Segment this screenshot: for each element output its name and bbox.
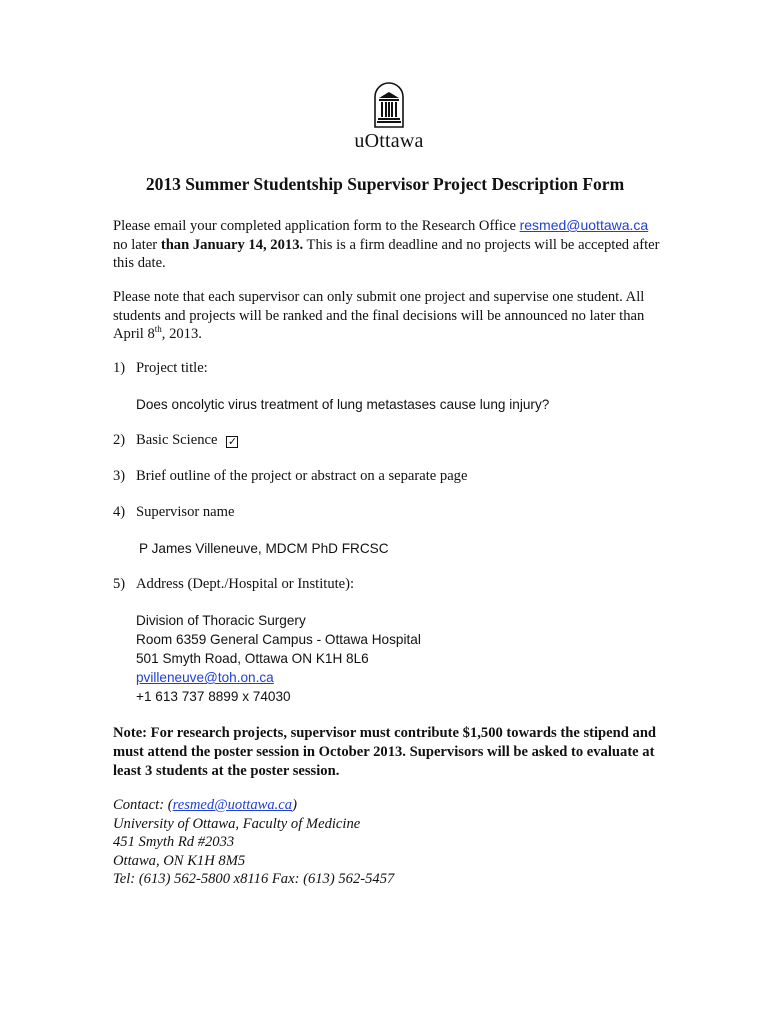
item-number: 3) bbox=[113, 468, 126, 484]
contact-address-line: 451 Smyth Rd #2033 bbox=[113, 834, 235, 851]
basic-science-checkbox[interactable]: ✓ bbox=[227, 436, 238, 448]
item-number: 2) bbox=[113, 432, 126, 448]
page-title: 2013 Summer Studentship Supervisor Project Description Form bbox=[145, 174, 625, 194]
contact-block bbox=[113, 796, 394, 889]
item-number: 4) bbox=[113, 504, 126, 520]
item-outline bbox=[113, 467, 467, 485]
item-basic-science bbox=[113, 431, 238, 449]
address-line: Room 6359 General Campus - Ottawa Hospital bbox=[136, 632, 421, 647]
contact-line bbox=[113, 796, 394, 815]
logo-wordmark: uOttawa bbox=[354, 130, 424, 152]
contact-label: Contact: ( bbox=[113, 797, 173, 813]
contact-phone-line: Tel: (613) 562-5800 x8116 Fax: (613) 562-5457 bbox=[113, 871, 395, 888]
address-line: 501 Smyth Road, Ottawa ON K1H 8L6 bbox=[136, 651, 369, 666]
item-label: Address (Dept./Hospital or Institute): bbox=[136, 576, 355, 592]
deadline-paragraph bbox=[113, 216, 673, 273]
item-label: Project title: bbox=[136, 360, 208, 376]
item-label: Basic Science bbox=[136, 432, 218, 448]
item-project-title bbox=[113, 359, 208, 377]
ranking-paragraph bbox=[113, 288, 673, 344]
deadline-date: than January 14, 2013. bbox=[160, 236, 304, 253]
ordinal-suffix: th bbox=[154, 324, 162, 335]
contact-address-line: University of Ottawa, Faculty of Medicine bbox=[113, 815, 361, 832]
university-logo bbox=[352, 82, 426, 153]
address-answer bbox=[136, 611, 421, 706]
item-supervisor-name bbox=[113, 503, 235, 521]
supervisor-phone: +1 613 737 8899 x 74030 bbox=[136, 689, 291, 704]
item-number: 1) bbox=[113, 360, 126, 376]
item-number: 5) bbox=[113, 576, 126, 592]
contact-email-link[interactable]: resmed@uottawa.ca bbox=[172, 797, 293, 813]
supervisor-email-link[interactable]: pvilleneuve@toh.on.ca bbox=[136, 670, 274, 685]
deadline-text-2: no later bbox=[113, 236, 161, 253]
deadline-text-3: This is a firm deadline and no projects will be accepted after this date. bbox=[113, 236, 660, 271]
contact-label-end: ) bbox=[292, 797, 297, 813]
project-title-answer: Does oncolytic virus treatment of lung metastases cause lung injury? bbox=[136, 397, 550, 412]
contact-address-line: Ottawa, ON K1H 8M5 bbox=[113, 852, 246, 869]
deadline-text: Please email your completed application form to the Research Office bbox=[113, 218, 520, 234]
ranking-text: Please note that each supervisor can only submit one project and supervise one student. All students and projects will be ranked and the final decisions will be announced no later than April 8 bbox=[113, 289, 645, 342]
item-address bbox=[113, 575, 354, 593]
research-office-email-link[interactable]: resmed@uottawa.ca bbox=[519, 217, 649, 233]
ranking-text-2: , 2013. bbox=[161, 326, 202, 342]
supervisor-name-answer: P James Villeneuve, MDCM PhD FRCSC bbox=[139, 541, 389, 556]
funding-note: Note: For research projects, supervisor must contribute $1,500 towards the stipend and must attend the poster session in October 2013. Supervisors will be asked to evaluate at least 3 students at the poster session. bbox=[113, 725, 657, 779]
university-building-icon bbox=[373, 82, 405, 128]
address-line: Division of Thoracic Surgery bbox=[136, 613, 306, 628]
item-label: Supervisor name bbox=[136, 504, 235, 520]
item-label: Brief outline of the project or abstract on a separate page bbox=[136, 468, 468, 484]
